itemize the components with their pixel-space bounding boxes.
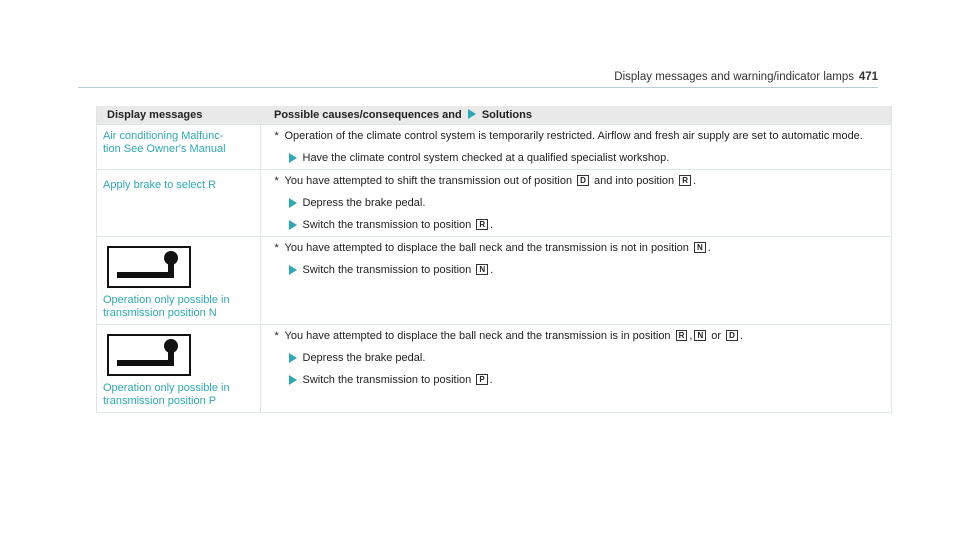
column-header-causes-label: Possible causes/consequences and <box>274 109 462 121</box>
message-cell <box>97 170 261 237</box>
cause-text-label: You have attempted to displace the ball neck and the transmission is in position <box>284 330 674 342</box>
page-number: 471 <box>858 71 878 83</box>
cause-text: * You have attempted to displace the ball neck and the transmission is in position R , N or D . <box>274 330 743 342</box>
arrow-icon <box>468 109 476 119</box>
solution-step-label: Switch the transmission to position <box>302 374 475 386</box>
arrow-icon <box>289 353 297 363</box>
solution-step-label: Switch the transmission to position <box>302 219 475 231</box>
header-divider <box>78 87 878 88</box>
message-text: Operation only possible in transmission position N <box>103 294 230 319</box>
table-row <box>97 237 892 325</box>
cause-text-label: Operation of the climate control system is temporarily restricted. Airflow and fresh air supply are set to automatic mode. <box>284 130 863 142</box>
arrow-icon <box>289 198 297 208</box>
solution-cell <box>260 237 892 325</box>
solution-step <box>273 352 882 365</box>
gear-n-symbol: N <box>694 330 706 341</box>
solution-step-label: Depress the brake pedal. <box>302 352 426 364</box>
column-header-causes <box>260 106 892 125</box>
gear-d-symbol: D <box>726 330 738 341</box>
column-header-display-messages: Display messages <box>97 106 261 125</box>
cause-text-label: and into position <box>590 175 678 187</box>
gear-d-symbol: D <box>577 175 589 186</box>
message-cell <box>97 237 261 325</box>
solution-cell <box>260 170 892 237</box>
message-cell <box>97 125 261 170</box>
gear-p-symbol: P <box>476 374 487 385</box>
messages-table <box>96 106 892 413</box>
message-cell <box>97 325 261 413</box>
gear-n-symbol: N <box>694 242 706 253</box>
cause-text: * Operation of the climate control system is temporarily restricted. Airflow and fresh air supply are set to automatic mode. <box>274 130 863 142</box>
solution-step <box>273 152 882 165</box>
arrow-icon <box>289 265 297 275</box>
message-text: Operation only possible in transmission position P <box>103 382 230 407</box>
table-row <box>97 325 892 413</box>
tow-hitch-icon <box>107 334 191 376</box>
arrow-icon <box>289 153 297 163</box>
tow-hitch-icon <box>107 246 191 288</box>
page-header-title: Display messages and warning/indicator lamps <box>614 71 854 83</box>
cause-text-label: You have attempted to shift the transmission out of position <box>284 175 576 187</box>
column-header-solutions-label: Solutions <box>481 109 532 121</box>
page-header <box>0 0 960 92</box>
solution-step-label: Switch the transmission to position <box>302 264 475 276</box>
solution-cell <box>260 325 892 413</box>
gear-r-symbol: R <box>676 330 688 341</box>
cause-or-label: or <box>708 330 725 342</box>
gear-n-symbol: N <box>476 264 488 275</box>
table-row <box>97 125 892 170</box>
solution-cell <box>260 125 892 170</box>
cause-text: * You have attempted to shift the transmission out of position D and into position R . <box>274 175 697 187</box>
message-text: Air conditioning Malfunc- tion See Owner's Manual <box>103 130 226 155</box>
solution-step: Switch the transmission to position R . <box>273 219 882 232</box>
gear-r-symbol: R <box>679 175 691 186</box>
solution-step: Switch the transmission to position P . <box>273 374 882 387</box>
solution-step-label: Have the climate control system checked at a qualified specialist workshop. <box>302 152 670 164</box>
solution-step <box>273 197 882 210</box>
solution-step-label: Depress the brake pedal. <box>302 197 426 209</box>
gear-r-symbol: R <box>476 219 488 230</box>
cause-text-label: You have attempted to displace the ball neck and the transmission is not in position <box>284 242 692 254</box>
arrow-icon <box>289 375 297 385</box>
solution-step: Switch the transmission to position N . <box>273 264 882 277</box>
cause-text: * You have attempted to displace the ball neck and the transmission is not in position N . <box>274 242 711 254</box>
arrow-icon <box>289 220 297 230</box>
table-row <box>97 170 892 237</box>
message-text: Apply brake to select R <box>103 179 217 191</box>
table-header-row <box>97 106 892 125</box>
